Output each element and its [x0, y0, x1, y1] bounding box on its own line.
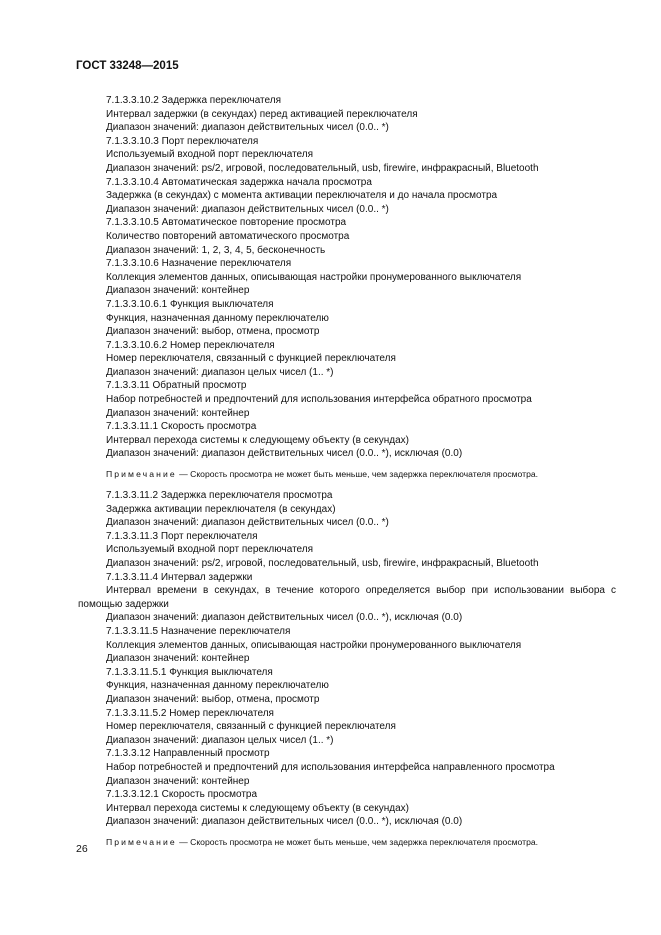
text-line: 7.1.3.3.10.6.1 Функция выключателя: [106, 298, 274, 310]
text-line: Диапазон значений: диапазон действительных чисел (0.0.. *): [106, 517, 389, 529]
text-line: 7.1.3.3.11.5.2 Номер переключателя: [106, 707, 274, 719]
text-line: Диапазон значений: диапазон действительных чисел (0.0.. *), исключая (0.0): [106, 612, 463, 624]
text-line: Набор потребностей и предпочтений для использования интерфейса направленного просмотра: [106, 761, 555, 773]
text-line: Диапазон значений: контейнер: [106, 653, 250, 665]
note-text: — Скорость просмотра не может быть меньше, чем задержка переключателя просмотра.: [176, 469, 539, 480]
text-line: Диапазон значений: 1, 2, 3, 4, 5, бесконечность: [106, 244, 326, 256]
page-number: 26: [76, 843, 88, 855]
text-line: Количество повторений автоматического просмотра: [106, 230, 350, 242]
text-line: Задержка активации переключателя (в секундах): [106, 503, 336, 515]
text-line: Диапазон значений: контейнер: [106, 285, 250, 297]
text-line: Набор потребностей и предпочтений для использования интерфейса обратного просмотра: [106, 394, 532, 406]
text-line: 7.1.3.3.11.5 Назначение переключателя: [106, 625, 291, 637]
text-line: Диапазон значений: диапазон действительных чисел (0.0.. *): [106, 203, 389, 215]
note-label: Примечание: [106, 469, 177, 480]
text-line: Коллекция элементов данных, описывающая настройки пронумерованного выключателя: [106, 639, 522, 651]
text-line: Номер переключателя, связанный с функцией переключателя: [106, 721, 396, 733]
text-line: 7.1.3.3.10.5 Автоматическое повторение просмотра: [106, 217, 347, 229]
document-body: [78, 94, 616, 857]
text-line: Интервал задержки (в секундах) перед активацией переключателя: [106, 108, 418, 120]
text-line: Диапазон значений: диапазон целых чисел (1.. *): [106, 734, 334, 746]
text-line: Диапазон значений: выбор, отмена, просмотр: [106, 326, 320, 338]
text-line: 7.1.3.3.10.6.2 Номер переключателя: [106, 339, 275, 351]
text-line: Диапазон значений: ps/2, игровой, последовательный, usb, firewire, инфракрасный, Bluetooth: [106, 162, 539, 174]
text-line: Интервал перехода системы к следующему объекту (в секундах): [106, 802, 409, 814]
text-line: 7.1.3.3.11.3 Порт переключателя: [106, 530, 258, 542]
text-line: Диапазон значений: контейнер: [106, 775, 250, 787]
text-line: Коллекция элементов данных, описывающая настройки пронумерованного выключателя: [106, 271, 522, 283]
note: [78, 468, 616, 480]
text-line: Диапазон значений: выбор, отмена, просмотр: [106, 693, 320, 705]
text-line: Диапазон значений: диапазон действительных чисел (0.0.. *), исключая (0.0): [106, 448, 463, 460]
text-line: 7.1.3.3.12 Направленный просмотр: [106, 748, 270, 760]
text-line: Диапазон значений: диапазон действительных чисел (0.0.. *), исключая (0.0): [106, 816, 463, 828]
text-line: Интервал перехода системы к следующему объекту (в секундах): [106, 434, 409, 446]
text-line: 7.1.3.3.12.1 Скорость просмотра: [106, 789, 258, 801]
text-line: Функция, назначенная данному переключателю: [106, 680, 329, 692]
text-line: Диапазон значений: контейнер: [106, 407, 250, 419]
note-text: — Скорость просмотра не может быть меньше, чем задержка переключателя просмотра.: [176, 836, 539, 847]
text-line: 7.1.3.3.10.4 Автоматическая задержка начала просмотра: [106, 176, 372, 188]
text-line: Диапазон значений: ps/2, игровой, последовательный, usb, firewire, инфракрасный, Bluetooth: [106, 558, 539, 569]
text-line: Используемый входной порт переключателя: [106, 149, 314, 161]
note: [78, 836, 616, 848]
note-label: Примечание: [106, 836, 177, 847]
text-line: Задержка (в секундах) с момента активации переключателя и до начала просмотра: [106, 190, 498, 202]
text-line: Диапазон значений: диапазон целых чисел (1.. *): [106, 366, 334, 378]
text-line: 7.1.3.3.11.5.1 Функция выключателя: [106, 666, 273, 678]
text-line: 7.1.3.3.10.2 Задержка переключателя: [106, 95, 281, 106]
document-header: ГОСТ 33248—2015: [76, 60, 179, 72]
paragraph: Интервал времени в секундах, в течение которого определяется выбор при использовании выбора с помощью задержки: [78, 585, 616, 610]
text-line: 7.1.3.3.10.3 Порт переключателя: [106, 135, 259, 147]
text-line: 7.1.3.3.11.4 Интервал задержки: [106, 571, 253, 583]
text-line: Номер переключателя, связанный с функцией переключателя: [106, 353, 396, 365]
text-line: 7.1.3.3.11.2 Задержка переключателя просмотра: [106, 490, 333, 502]
text-line: 7.1.3.3.11 Обратный просмотр: [106, 380, 247, 392]
text-line: Диапазон значений: диапазон действительных чисел (0.0.. *): [106, 122, 389, 134]
text-line: Функция, назначенная данному переключателю: [106, 312, 329, 324]
text-line: 7.1.3.3.11.1 Скорость просмотра: [106, 421, 257, 433]
text-line: 7.1.3.3.10.6 Назначение переключателя: [106, 258, 292, 270]
text-line: Используемый входной порт переключателя: [106, 544, 314, 556]
